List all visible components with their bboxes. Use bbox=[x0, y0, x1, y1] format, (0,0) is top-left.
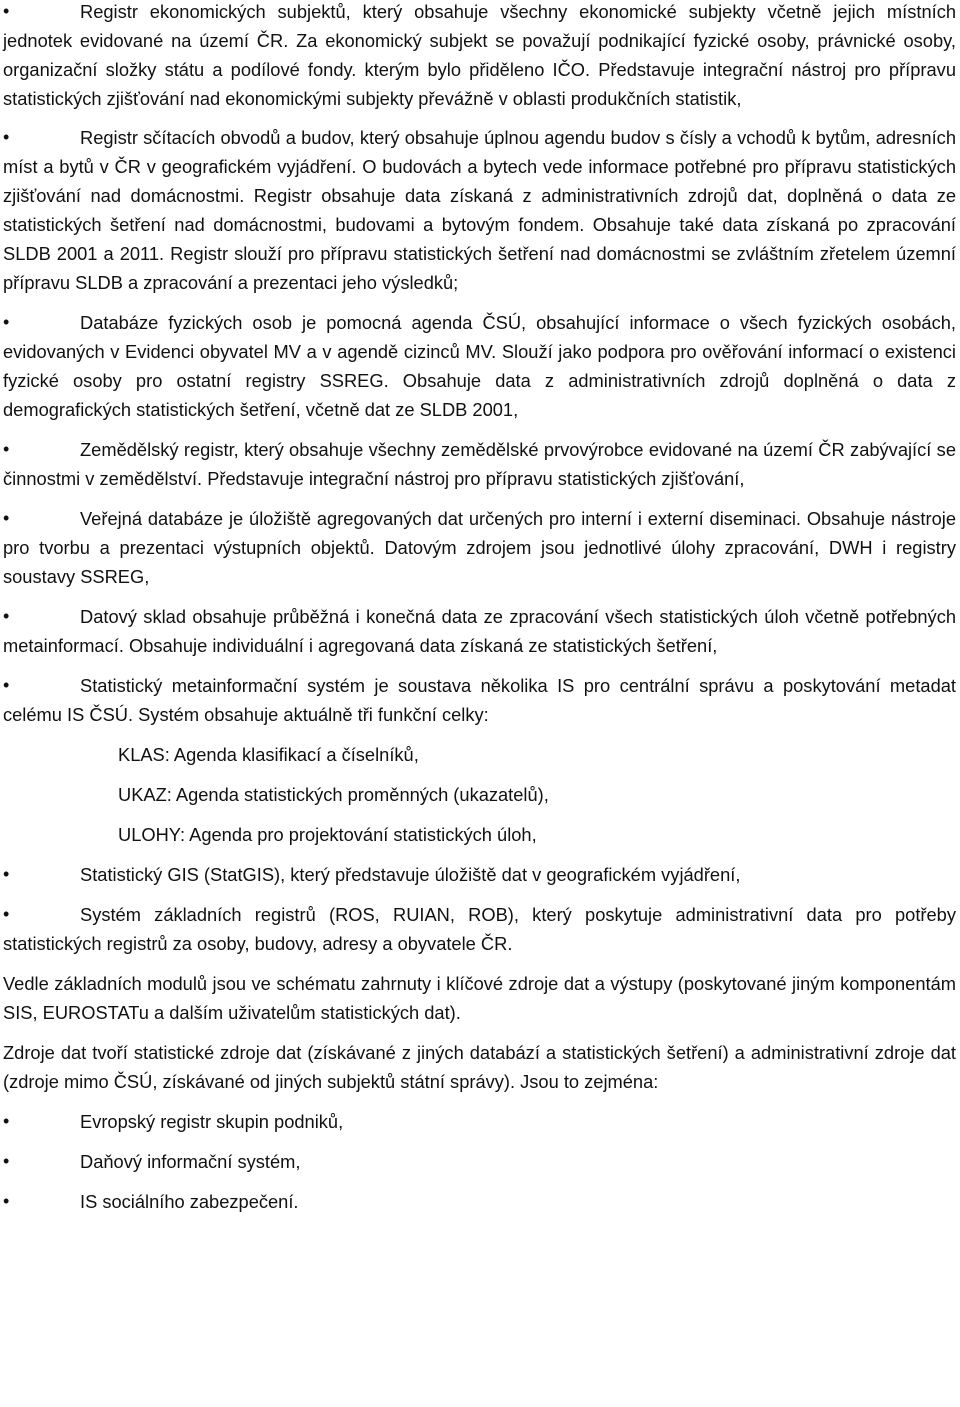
document-page bbox=[3, 0, 956, 1216]
bullet-glyph: • bbox=[3, 312, 10, 332]
bullet-glyph: • bbox=[3, 127, 10, 147]
list-item bbox=[3, 435, 956, 493]
list-item bbox=[3, 123, 956, 297]
paragraph: Vedle základních modulů jsou ve schématu zahrnuty i klíčové zdroje dat a výstupy (poskytované jiným komponentám SIS, EUROSTATu a dalším uživatelům statistických dat). bbox=[3, 973, 956, 1023]
bullet-glyph: • bbox=[3, 508, 10, 528]
bullet-glyph: • bbox=[3, 1151, 10, 1171]
list-item bbox=[3, 1107, 956, 1136]
list-item-text: Statistický GIS (StatGIS), který představuje úložiště dat v geografickém vyjádření, bbox=[80, 864, 741, 885]
bullet-glyph: • bbox=[3, 606, 10, 626]
list-item bbox=[3, 1187, 956, 1216]
bullet-glyph: • bbox=[3, 864, 10, 884]
list-item bbox=[3, 0, 956, 113]
bullet-glyph: • bbox=[3, 904, 10, 924]
list-item-text: Evropský registr skupin podniků, bbox=[80, 1111, 344, 1132]
bullet-glyph: • bbox=[3, 1111, 10, 1131]
list-item-text: Datový sklad obsahuje průběžná i konečná data ze zpracování všech statistických úloh včetně potřebných metainformací. Obsahuje individuální i agregovaná data získaná ze statistických šetření, bbox=[3, 606, 956, 656]
list-item bbox=[3, 1147, 956, 1176]
list-item bbox=[3, 602, 956, 660]
list-item-text: Registr ekonomických subjektů, který obsahuje všechny ekonomické subjekty včetně jejich místních jednotek evidované na území ČR. Za ekonomický subjekt se považují podnikající fyzické osoby, právnické osoby, organizační složky státu a podílové fondy. kterým bylo přiděleno IČO. Představuje integrační nástroj pro přípravu statistických zjišťování nad ekonomickými subjekty převážně v oblasti produkčních statistik, bbox=[3, 1, 956, 109]
list-item bbox=[3, 308, 956, 424]
list-item-text: Zemědělský registr, který obsahuje všechny zemědělské prvovýrobce evidované na území ČR zabývající se činnostmi v zemědělství. Představuje integrační nástroj pro přípravu statistických zjišťování, bbox=[3, 439, 956, 489]
list-item-text: Daňový informační systém, bbox=[80, 1151, 301, 1172]
list-item bbox=[3, 504, 956, 591]
sub-item: ULOHY: Agenda pro projektování statistických úloh, bbox=[118, 824, 537, 845]
bullet-glyph: • bbox=[3, 1, 10, 21]
list-item-text: Veřejná databáze je úložiště agregovaných dat určených pro interní i externí diseminaci. Obsahuje nástroje pro tvorbu a prezentaci výstupních objektů. Datovým zdrojem jsou jednotlivé úlohy zpracování, DWH i registry soustavy SSREG, bbox=[3, 508, 956, 587]
list-item-text: Statistický metainformační systém je soustava několika IS pro centrální správu a poskytování metadat celému IS ČSÚ. Systém obsahuje aktuálně tři funkční celky: bbox=[3, 675, 956, 725]
list-item bbox=[3, 900, 956, 958]
list-item-text: Registr sčítacích obvodů a budov, který obsahuje úplnou agendu budov s čísly a vchodů k bytům, adresních míst a bytů v ČR v geografickém vyjádření. O budovách a bytech vede informace potřebné pro přípravu statistických zjišťování nad domácnostmi. Registr obsahuje data získaná z administrativních zdrojů dat, doplněná o data ze statistických šetření nad domácnostmi, budovami a bytovým fondem. Obsahuje také data získaná po zpracování SLDB 2001 a 2011. Registr slouží pro přípravu statistických šetření nad domácnostmi se zvláštním zřetelem územní přípravu SLDB a zpracování a prezentaci jeho výsledků; bbox=[3, 127, 956, 293]
list-item-text: IS sociálního zabezpečení. bbox=[80, 1191, 299, 1212]
bullet-glyph: • bbox=[3, 439, 10, 459]
sub-item: KLAS: Agenda klasifikací a číselníků, bbox=[118, 744, 419, 765]
bullet-glyph: • bbox=[3, 1191, 10, 1211]
list-item-text: Databáze fyzických osob je pomocná agenda ČSÚ, obsahující informace o všech fyzických osobách, evidovaných v Evidenci obyvatel MV a v agendě cizinců MV. Slouží jako podpora pro ověřování informací o existenci fyzické osoby pro ostatní registry SSREG. Obsahuje data z administrativních zdrojů doplněná o data z demografických statistických šetření, včetně dat ze SLDB 2001, bbox=[3, 312, 956, 420]
bullet-glyph: • bbox=[3, 675, 10, 695]
list-item bbox=[3, 671, 956, 729]
sub-item: UKAZ: Agenda statistických proměnných (ukazatelů), bbox=[118, 784, 549, 805]
list-item-text: Systém základních registrů (ROS, RUIAN, ROB), který poskytuje administrativní data pro potřeby statistických registrů za osoby, budovy, adresy a obyvatele ČR. bbox=[3, 904, 956, 954]
paragraph: Zdroje dat tvoří statistické zdroje dat (získávané z jiných databází a statistických šetření) a administrativní zdroje dat (zdroje mimo ČSÚ, získávané od jiných subjektů státní správy). Jsou to zejména: bbox=[3, 1042, 956, 1092]
list-item bbox=[3, 860, 956, 889]
